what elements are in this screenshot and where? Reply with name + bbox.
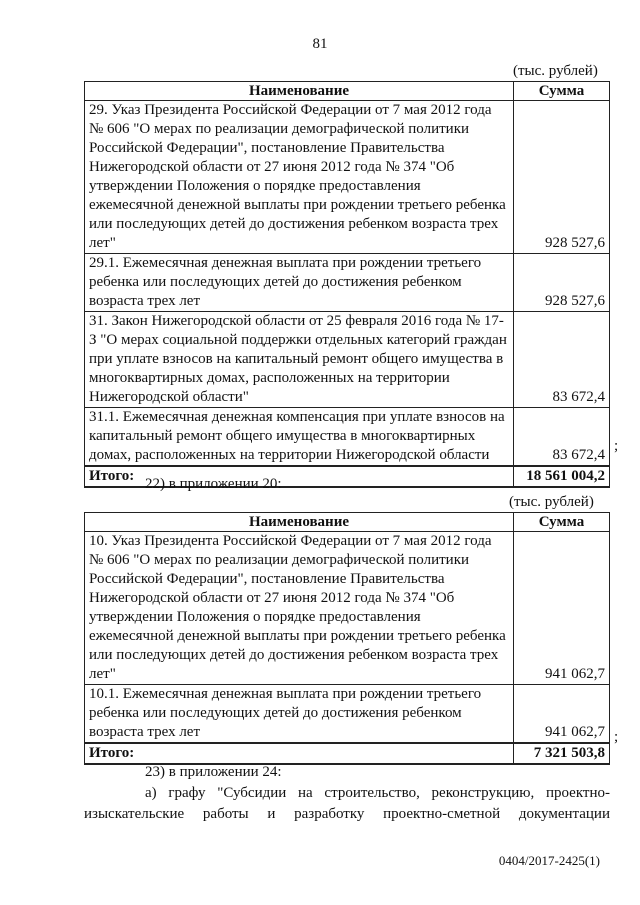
row-name: 10.1. Ежемесячная денежная выплата при рождении третьего ребенка или последующих детей до достижения ребенком возраста трех лет [85,685,514,744]
row-amount: 928 527,6 [514,254,610,312]
row-amount: 83 672,4 [514,312,610,408]
table2-semicolon: ; [614,729,619,745]
row-amount: 941 062,7 [514,685,610,744]
total-label: Итого: [85,466,514,487]
header-name: Наименование [85,513,514,532]
table1-units: (тыс. рублей) [513,63,598,79]
row-amount: 83 672,4 [514,408,610,467]
total-amount: 7 321 503,8 [514,743,610,764]
table-row [85,408,610,467]
section22-heading: 22) в приложении 20: [145,476,282,492]
row-amount: 928 527,6 [514,101,610,254]
table1-semicolon: ; [614,438,619,454]
page-number: 81 [312,36,328,52]
row-name: 10. Указ Президента Российской Федерации от 7 мая 2012 года № 606 "О мерах по реализации демографической политики Российской Федерации", постановление Правительства Нижегородской области от 27 июня 2012 года № 374 "Об утверждении Положения о порядке предоставления ежемесячной денежной выплаты при рождении третьего ребенка или последующих детей до достижения ребенком возраста трех лет" [85,532,514,685]
header-amount: Сумма [514,513,610,532]
table-header-row [85,82,610,101]
table-header-row [85,513,610,532]
table-row [85,312,610,408]
table-row [85,254,610,312]
section23-heading: 23) в приложении 24: [145,764,282,780]
table1 [84,81,610,488]
row-amount: 941 062,7 [514,532,610,685]
row-name: 31.1. Ежемесячная денежная компенсация при уплате взносов на капитальный ремонт общего имущества в многоквартирных домах, расположенных на территории Нижегородской области [85,408,514,467]
row-name: 31. Закон Нижегородской области от 25 февраля 2016 года № 17-З "О мерах социальной поддержки отдельных категорий граждан при уплате взносов на капитальный ремонт общего имущества в многоквартирных домах, расположенных на территории Нижегородской области" [85,312,514,408]
row-name: 29.1. Ежемесячная денежная выплата при рождении третьего ребенка или последующих детей до достижения ребенком возраста трех лет [85,254,514,312]
header-amount: Сумма [514,82,610,101]
table-row [85,101,610,254]
table-row [85,685,610,744]
table2-units: (тыс. рублей) [509,494,594,510]
row-name: 29. Указ Президента Российской Федерации от 7 мая 2012 года № 606 "О мерах по реализации демографической политики Российской Федерации", постановление Правительства Нижегородской области от 27 июня 2012 года № 374 "Об утверждении Положения о порядке предоставления ежемесячной денежной выплаты при рождении третьего ребенка или последующих детей до достижения ребенком возраста трех лет" [85,101,514,254]
total-label: Итого: [85,743,514,764]
total-amount: 18 561 004,2 [514,466,610,487]
section23-line2: изыскательские работы и разработку проектно-сметной документации [84,806,610,822]
header-name: Наименование [85,82,514,101]
document-code: 0404/2017-2425(1) [498,853,600,868]
table2 [84,512,610,765]
section23-line1: а) графу "Субсидии на строительство, реконструкцию, проектно- [145,785,610,801]
total-row [85,743,610,764]
table-row [85,532,610,685]
